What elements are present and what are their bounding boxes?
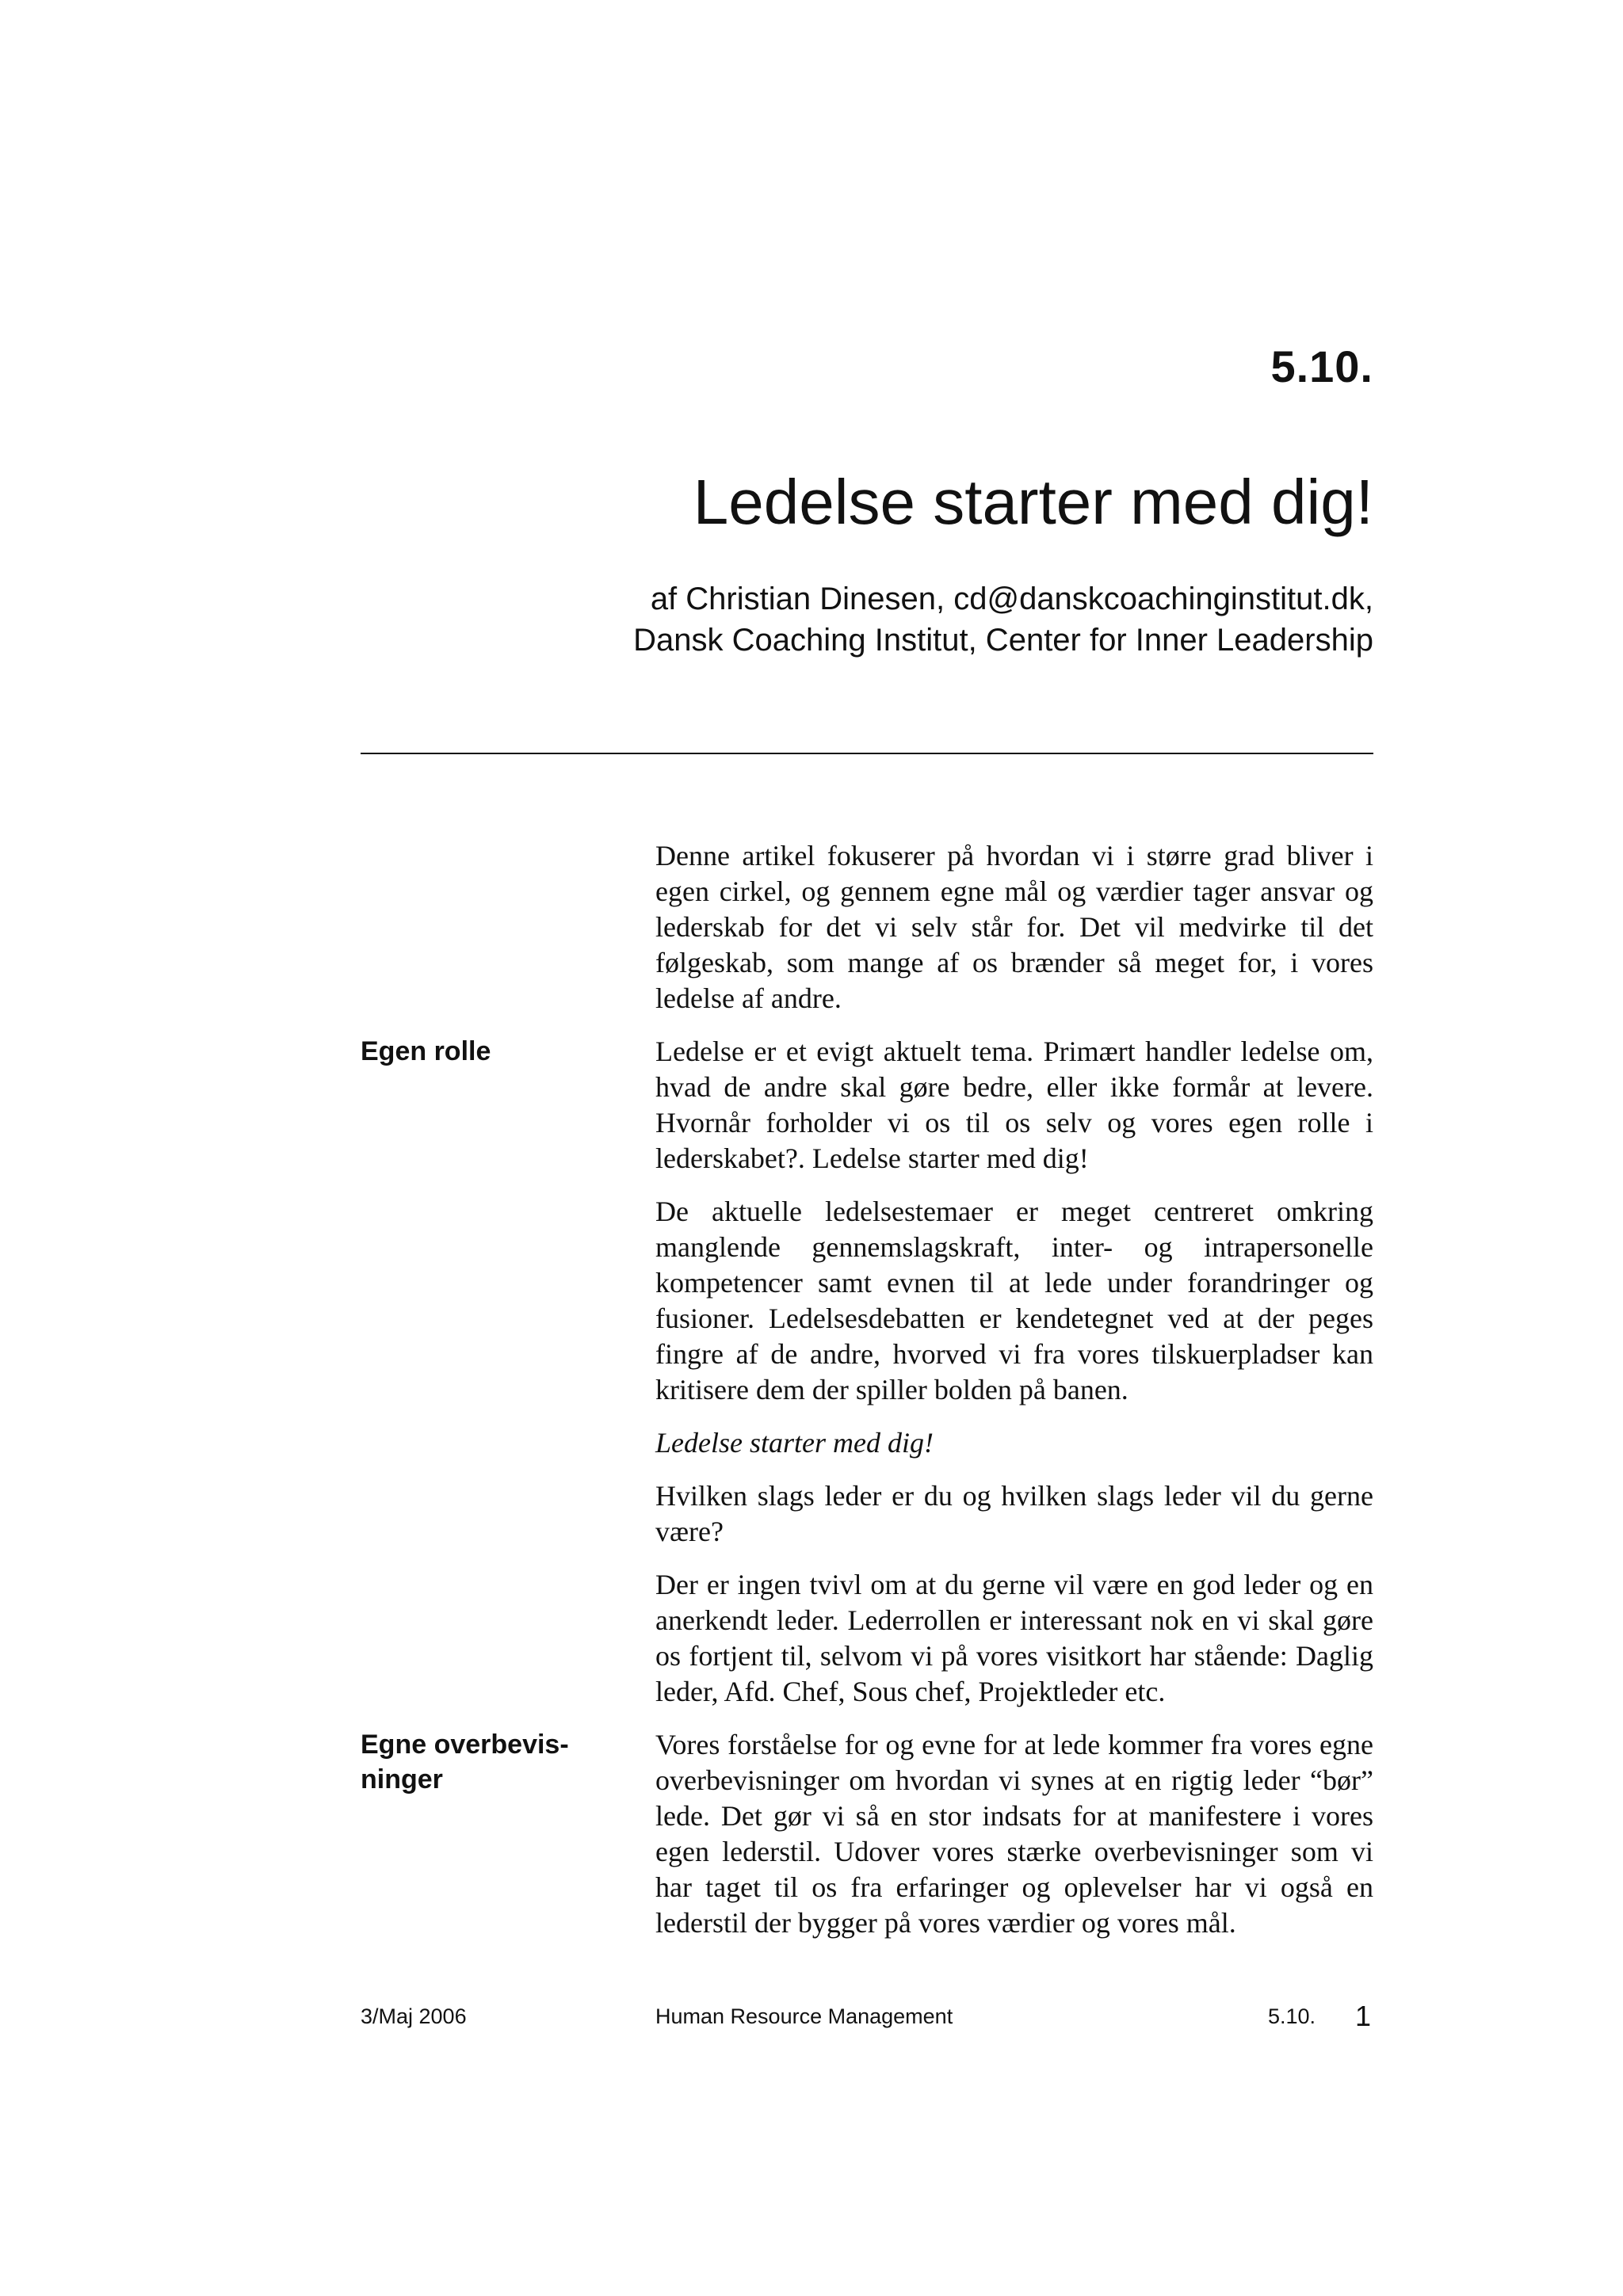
page-title: Ledelse starter med dig!: [693, 467, 1373, 537]
side-heading-egne-overbevisninger: [361, 1727, 598, 1797]
paragraph: Ledelse er et evigt aktuelt tema. Primært handler ledelse om, hvad de andre skal gøre bedre, eller ikke formår at levere. Hvornår forholder vi os til os selv og vores egen rolle i lederskabet?. Ledelse starter med dig!: [655, 1035, 1373, 1174]
side-heading-egen-rolle: Egen rolle: [361, 1036, 491, 1066]
paragraph: Hvilken slags leder er du og hvilken slags leder vil du gerne være?: [655, 1480, 1373, 1547]
paragraph: Der er ingen tvivl om at du gerne vil være en god leder og en anerkendt leder. Lederrollen er interessant nok en vi skal gøre os fortjent til, selvom vi på vores visitkort har stående: Daglig leder, Afd. Chef, Sous chef, Projektleder etc.: [655, 1569, 1373, 1707]
paragraph: De aktuelle ledelsestemaer er meget centreret omkring manglende gennemslagskraft, inter- og intrapersonelle kompetencer samt evnen til at lede under forandringer og fusioner. Ledelsesdebatten er kendetegnet ved at der peges fingre af de andre, hvorved vi fra vores tilskuerpladser kan kritisere dem der spiller bolden på banen.: [655, 1196, 1373, 1405]
paragraph-row: [361, 1567, 1373, 1710]
byline-institute: Dansk Coaching Institut, Center for Inner Leadership: [633, 623, 1373, 658]
quote-row: [361, 1425, 1373, 1461]
side-heading-line: ninger: [361, 1764, 443, 1794]
paragraph-row: [361, 1194, 1373, 1408]
article-body: [361, 838, 1373, 1958]
paragraph: Vores forståelse for og evne for at lede kommer fra vores egne overbevisninger om hvordan vi synes at en rigtig leder “bør” lede. Det gør vi så en stor indsats for at manifestere i vores egen lederstil. Udover vores stærke overbevisninger som vi har taget til os fra erfaringer og oplevelser har vi også en lederstil der bygger på vores værdier og vores mål.: [655, 1729, 1373, 1939]
footer-date: 3/Maj 2006: [361, 2004, 467, 2028]
paragraph-row: [361, 1478, 1373, 1550]
header-divider: [361, 753, 1373, 754]
footer-page-number: 1: [1355, 2000, 1372, 2032]
chapter-number: 5.10.: [1270, 341, 1373, 391]
side-heading-line: Egne overbevis-: [361, 1730, 569, 1760]
byline-author: af Christian Dinesen, cd@danskcoachinginstitut.dk,: [650, 582, 1373, 616]
footer-section: 5.10.: [1268, 2004, 1316, 2028]
italic-quote: Ledelse starter med dig!: [655, 1427, 934, 1459]
byline: [633, 578, 1373, 661]
section-egen-rolle: [361, 1034, 1373, 1177]
section-egne-overbevisninger: [361, 1727, 1373, 1941]
footer-publication: Human Resource Management: [655, 2004, 953, 2028]
intro-row: [361, 838, 1373, 1016]
intro-paragraph: Denne artikel fokuserer på hvordan vi i større grad bliver i egen cirkel, og gennem egne mål og værdier tager ansvar og lederskab for det vi selv står for. Det vil medvirke til det følgeskab, som mange af os brænder så meget for, i vores ledelse af andre.: [655, 840, 1373, 1014]
